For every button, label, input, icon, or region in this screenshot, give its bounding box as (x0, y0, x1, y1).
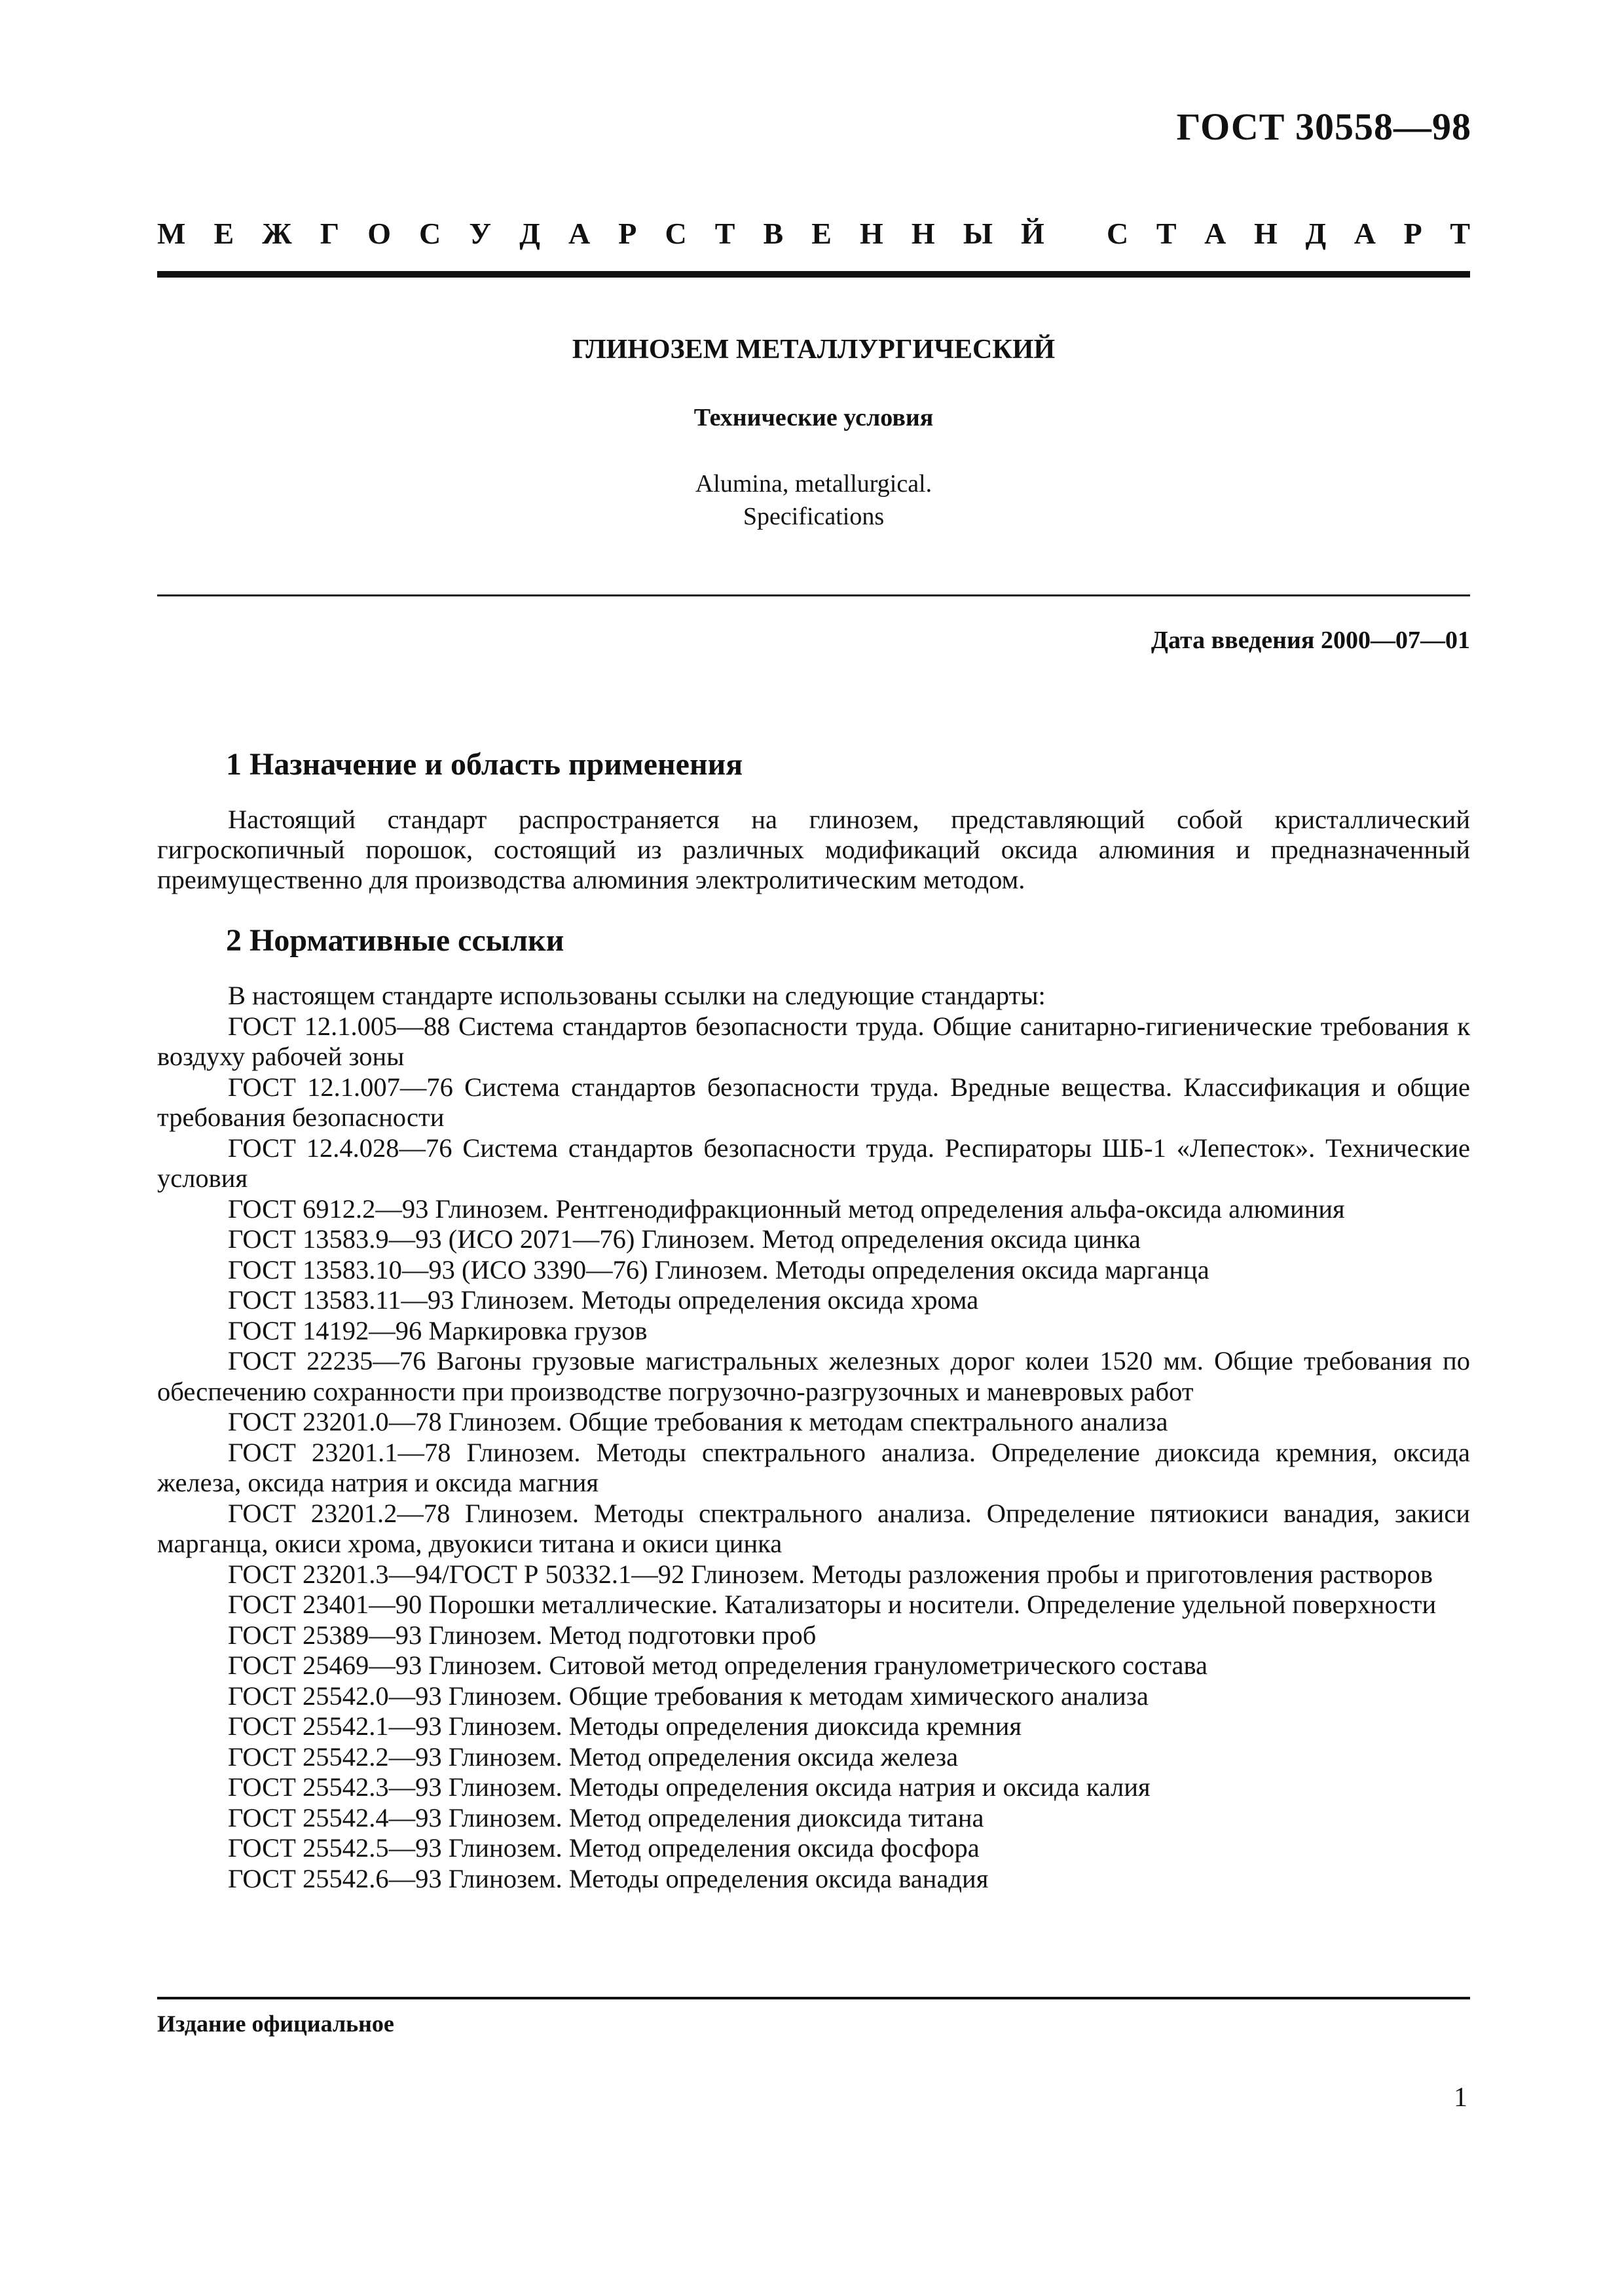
introduction-date: Дата введения 2000—07—01 (1151, 627, 1470, 654)
page-number: 1 (1454, 2083, 1467, 2113)
reference-item: ГОСТ 25542.0—93 Глинозем. Общие требования к методам химического анализа (228, 1681, 1149, 1711)
reference-item: ГОСТ 13583.9—93 (ИСО 2071—76) Глинозем. Метод определения оксида цинка (228, 1224, 1141, 1254)
reference-item: ГОСТ 22235—76 Вагоны грузовые магистральных железных дорог колеи 1520 мм. Общие требования по обеспечению сохранности при производстве погрузочно-разгрузочных и маневровых работ (157, 1346, 1470, 1406)
reference-item: ГОСТ 25542.5—93 Глинозем. Метод определения оксида фосфора (228, 1833, 980, 1863)
reference-item: ГОСТ 23401—90 Порошки металлические. Катализаторы и носители. Определение удельной поверхности (228, 1590, 1437, 1619)
document-number: ГОСТ 30558—98 (1176, 105, 1471, 148)
reference-item: ГОСТ 13583.10—93 (ИСО 3390—76) Глинозем. Методы определения оксида марганца (228, 1254, 1209, 1285)
banner-word-interstate: М Е Ж Г О С У Д А Р С Т В Е Н Н Ы Й (157, 217, 1044, 250)
header-rule (157, 271, 1470, 278)
normative-references-list (157, 981, 1470, 1894)
reference-item: ГОСТ 23201.1—78 Глинозем. Методы спектрального анализа. Определение диоксида кремния, оксида железа, оксида натрия и оксида магния (157, 1437, 1470, 1497)
reference-item: ГОСТ 23201.0—78 Глинозем. Общие требования к методам спектрального анализа (228, 1407, 1168, 1436)
reference-item: ГОСТ 25389—93 Глинозем. Метод подготовки проб (228, 1620, 817, 1650)
interstate-standard-banner (157, 216, 1470, 251)
document-title: ГЛИНОЗЕМ МЕТАЛЛУРГИЧЕСКИЙ (572, 335, 1056, 365)
footer-rule (157, 1997, 1470, 1999)
banner-word-standard: С Т А Н Д А Р Т (1107, 217, 1470, 250)
reference-item: ГОСТ 12.1.005—88 Система стандартов безопасности труда. Общие санитарно-гигиенические требования к воздуху рабочей зоны (157, 1011, 1470, 1071)
reference-item: ГОСТ 25542.1—93 Глинозем. Методы определения диоксида кремния (228, 1711, 1022, 1741)
reference-item: ГОСТ 6912.2—93 Глинозем. Рентгенодифракционный метод определения альфа-оксида алюминия (228, 1194, 1345, 1224)
reference-item: ГОСТ 25542.3—93 Глинозем. Методы определения оксида натрия и оксида калия (228, 1772, 1151, 1802)
reference-item: ГОСТ 25542.4—93 Глинозем. Метод определения диоксида титана (228, 1802, 984, 1832)
reference-item: ГОСТ 14192—96 Маркировка грузов (228, 1315, 648, 1345)
reference-item: ГОСТ 25542.2—93 Глинозем. Метод определения оксида железа (228, 1741, 959, 1772)
reference-item: ГОСТ 13583.11—93 Глинозем. Методы определения оксида хрома (228, 1285, 979, 1315)
reference-item: ГОСТ 25542.6—93 Глинозем. Методы определения оксида ванадия (228, 1863, 989, 1893)
reference-item: ГОСТ 25469—93 Глинозем. Ситовой метод определения гранулометрического состава (228, 1650, 1208, 1680)
reference-item: ГОСТ 12.4.028—76 Система стандартов безопасности труда. Респираторы ШБ-1 «Лепесток». Технические условия (157, 1133, 1470, 1193)
edition-note: Издание официальное (157, 2011, 394, 2037)
reference-item: ГОСТ 23201.2—78 Глинозем. Методы спектрального анализа. Определение пятиокиси ванадия, закиси марганца, окиси хрома, двуокиси титана и окиси цинка (157, 1498, 1470, 1558)
reference-item: ГОСТ 23201.3—94/ГОСТ Р 50332.1—92 Глинозем. Методы разложения пробы и приготовления растворов (228, 1559, 1433, 1589)
english-title-line1: Alumina, metallurgical. (695, 470, 932, 498)
title-block (157, 334, 1470, 533)
english-title-line2: Specifications (743, 503, 885, 530)
english-title (157, 467, 1470, 533)
reference-item: ГОСТ 12.1.007—76 Система стандартов безопасности труда. Вредные вещества. Классификация и общие требования безопасности (157, 1072, 1470, 1132)
title-rule (157, 594, 1470, 596)
section-2-heading: 2 Нормативные ссылки (226, 923, 564, 958)
section-1-heading: 1 Назначение и область применения (226, 747, 743, 782)
document-content (157, 746, 1470, 1894)
document-subtitle: Технические условия (693, 404, 934, 431)
references-lead: В настоящем стандарте использованы ссылки на следующие стандарты: (228, 981, 1046, 1010)
section-1-text: Настоящий стандарт распространяется на глинозем, представляющий собой кристаллический гигроскопичный порошок, состоящий из различных модификаций оксида алюминия и предназначенный преимущественно для производства алюминия электролитическим методом. (157, 805, 1470, 894)
